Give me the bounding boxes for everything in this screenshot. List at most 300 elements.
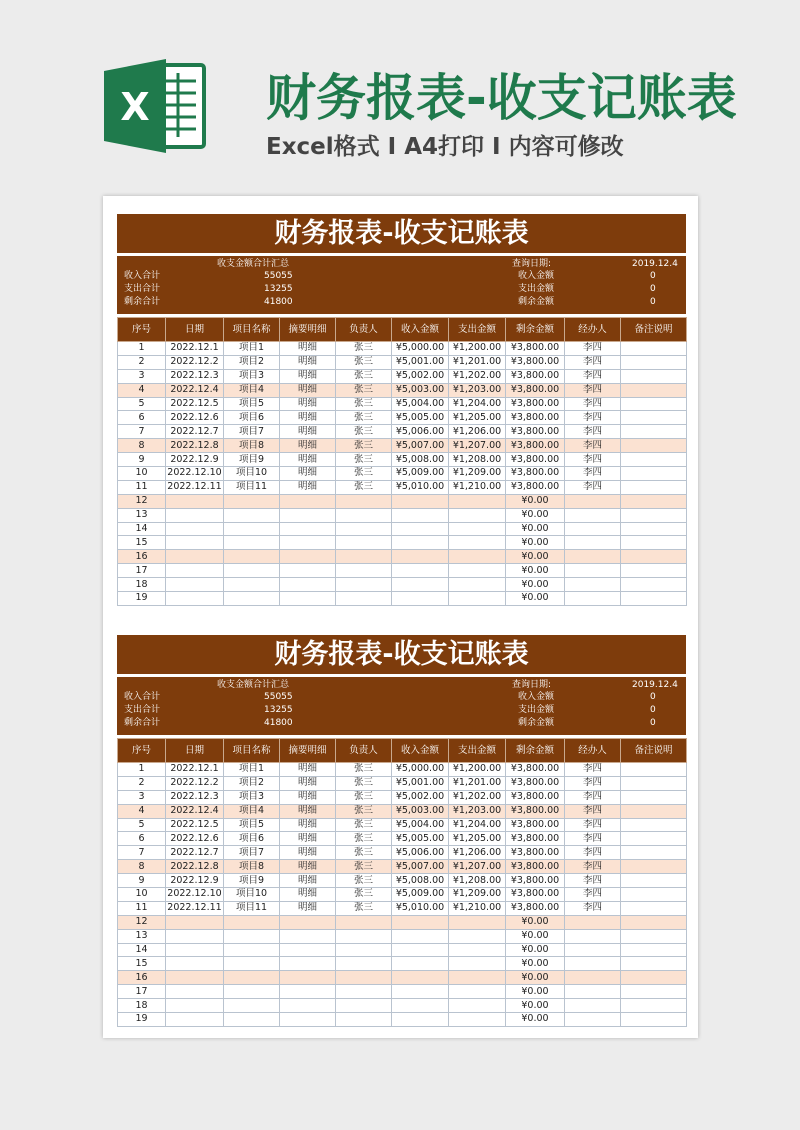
cell-summary: 明细 — [280, 439, 336, 453]
cell-seq: 16 — [118, 971, 166, 985]
cell-income: ¥5,010.00 — [392, 901, 449, 915]
cell-owner: 张三 — [336, 453, 392, 467]
table-body — [118, 342, 687, 606]
cell-summary — [280, 550, 336, 564]
cell-owner — [336, 592, 392, 606]
table-row — [118, 943, 687, 957]
table-row — [118, 999, 687, 1013]
remaining-total-value: 41800 — [264, 297, 293, 307]
cell-date — [166, 999, 224, 1013]
cell-project: 项目5 — [224, 818, 280, 832]
cell-expense — [449, 915, 506, 929]
cell-seq: 13 — [118, 508, 166, 522]
cell-expense: ¥1,209.00 — [449, 467, 506, 481]
cell-owner — [336, 999, 392, 1013]
cell-handler: 李四 — [565, 411, 621, 425]
cell-remaining: ¥3,800.00 — [506, 790, 565, 804]
cell-remaining: ¥0.00 — [506, 592, 565, 606]
table-row — [118, 467, 687, 481]
cell-income: ¥5,005.00 — [392, 411, 449, 425]
cell-remaining: ¥0.00 — [506, 564, 565, 578]
cell-handler: 李四 — [565, 342, 621, 356]
cell-remaining: ¥0.00 — [506, 508, 565, 522]
cell-project: 项目9 — [224, 874, 280, 888]
cell-income: ¥5,009.00 — [392, 888, 449, 902]
cell-seq: 17 — [118, 985, 166, 999]
cell-date: 2022.12.10 — [167, 888, 222, 900]
cell-handler — [565, 578, 621, 592]
cell-income: ¥5,001.00 — [392, 776, 449, 790]
table-row — [118, 369, 687, 383]
column-header-remark: 备注说明 — [621, 739, 687, 763]
cell-handler — [565, 508, 621, 522]
cell-remaining: ¥0.00 — [506, 915, 565, 929]
cell-remark — [621, 342, 687, 356]
cell-handler — [565, 929, 621, 943]
cell-seq: 2 — [118, 355, 166, 369]
cell-date: 2022.12.4 — [166, 383, 224, 397]
cell-remark — [621, 550, 687, 564]
column-header-seq: 序号 — [118, 318, 166, 342]
cell-income: ¥5,005.00 — [392, 832, 449, 846]
cell-seq: 6 — [118, 411, 166, 425]
cell-income: ¥5,003.00 — [392, 383, 449, 397]
cell-owner: 张三 — [336, 425, 392, 439]
cell-income: ¥5,004.00 — [392, 397, 449, 411]
cell-project — [224, 929, 280, 943]
cell-remaining: ¥3,800.00 — [506, 832, 565, 846]
cell-summary: 明细 — [280, 790, 336, 804]
cell-income — [392, 929, 449, 943]
cell-remaining: ¥0.00 — [506, 536, 565, 550]
cell-remaining: ¥0.00 — [506, 999, 565, 1013]
table-row — [118, 901, 687, 915]
cell-remark — [621, 957, 687, 971]
cell-project: 项目3 — [224, 790, 280, 804]
cell-expense — [449, 564, 506, 578]
cell-seq: 11 — [118, 480, 166, 494]
cell-owner: 张三 — [336, 790, 392, 804]
cell-summary: 明细 — [280, 369, 336, 383]
cell-date: 2022.12.3 — [166, 790, 224, 804]
cell-expense: ¥1,207.00 — [449, 439, 506, 453]
cell-handler — [565, 522, 621, 536]
cell-date: 2022.12.7 — [166, 846, 224, 860]
cell-owner — [336, 564, 392, 578]
cell-date: 2022.12.4 — [166, 804, 224, 818]
cell-handler — [565, 592, 621, 606]
cell-expense: ¥1,200.00 — [449, 342, 506, 356]
cell-handler — [565, 1013, 621, 1027]
cell-owner — [336, 971, 392, 985]
cell-owner: 张三 — [336, 480, 392, 494]
ledger-sheet — [117, 214, 686, 606]
cell-remaining: ¥3,800.00 — [506, 355, 565, 369]
cell-owner: 张三 — [336, 860, 392, 874]
table-body — [118, 763, 687, 1027]
table-row — [118, 355, 687, 369]
column-header-expense: 支出金额 — [449, 739, 506, 763]
cell-remark — [621, 804, 687, 818]
cell-remark — [621, 383, 687, 397]
cell-seq: 19 — [118, 592, 166, 606]
cell-project — [224, 592, 280, 606]
cell-owner: 张三 — [336, 342, 392, 356]
cell-owner — [336, 929, 392, 943]
cell-income: ¥5,001.00 — [392, 355, 449, 369]
cell-date: 2022.12.6 — [166, 411, 224, 425]
excel-logo-icon — [104, 57, 208, 155]
ledger-sheet-copy — [117, 635, 686, 1027]
table-row — [118, 985, 687, 999]
cell-seq: 17 — [118, 564, 166, 578]
cell-remark — [621, 860, 687, 874]
cell-remaining: ¥3,800.00 — [506, 397, 565, 411]
cell-income: ¥5,004.00 — [392, 818, 449, 832]
cell-expense — [449, 508, 506, 522]
page-title: 财务报表-收支记账表 — [266, 69, 737, 127]
cell-owner: 张三 — [336, 397, 392, 411]
cell-handler: 李四 — [565, 901, 621, 915]
cell-date — [166, 929, 224, 943]
cell-summary: 明细 — [280, 832, 336, 846]
cell-owner: 张三 — [336, 383, 392, 397]
income-amount-label: 收入金额 — [518, 271, 555, 281]
cell-summary: 明细 — [280, 804, 336, 818]
cell-expense: ¥1,210.00 — [449, 480, 506, 494]
income-total-value: 55055 — [264, 271, 293, 281]
cell-remark — [621, 763, 687, 777]
cell-remark — [621, 411, 687, 425]
table-row — [118, 508, 687, 522]
income-total-label: 收入合计 — [124, 271, 161, 281]
cell-project — [224, 1013, 280, 1027]
cell-expense — [449, 971, 506, 985]
cell-expense — [449, 957, 506, 971]
cell-summary — [280, 985, 336, 999]
cell-summary: 明细 — [280, 888, 336, 902]
cell-seq: 4 — [118, 804, 166, 818]
cell-owner: 张三 — [336, 888, 392, 902]
cell-date — [166, 564, 224, 578]
table-row — [118, 564, 687, 578]
cell-date — [166, 536, 224, 550]
cell-expense: ¥1,205.00 — [449, 411, 506, 425]
cell-expense: ¥1,201.00 — [449, 776, 506, 790]
cell-owner — [336, 915, 392, 929]
cell-handler: 李四 — [565, 874, 621, 888]
table-row — [118, 592, 687, 606]
cell-seq: 3 — [118, 790, 166, 804]
cell-owner — [336, 943, 392, 957]
cell-remark — [621, 818, 687, 832]
cell-expense — [449, 943, 506, 957]
cell-summary: 明细 — [280, 763, 336, 777]
cell-remark — [621, 494, 687, 508]
cell-expense: ¥1,203.00 — [449, 383, 506, 397]
cell-seq: 12 — [118, 494, 166, 508]
cell-date — [166, 508, 224, 522]
expense-total-value: 13255 — [264, 705, 293, 715]
sheet-title: 财务报表-收支记账表 — [117, 214, 686, 253]
cell-owner: 张三 — [336, 411, 392, 425]
expense-total-label: 支出合计 — [124, 705, 161, 715]
cell-date — [166, 1013, 224, 1027]
cell-owner: 张三 — [336, 776, 392, 790]
cell-remaining: ¥3,800.00 — [506, 846, 565, 860]
column-header-income: 收入金额 — [392, 739, 449, 763]
cell-owner: 张三 — [336, 901, 392, 915]
cell-date — [166, 522, 224, 536]
cell-project — [224, 536, 280, 550]
cell-owner: 张三 — [336, 763, 392, 777]
cell-date: 2022.12.2 — [166, 776, 224, 790]
cell-summary — [280, 522, 336, 536]
cell-project: 项目8 — [224, 439, 280, 453]
cell-expense: ¥1,204.00 — [449, 397, 506, 411]
cell-income: ¥5,008.00 — [392, 453, 449, 467]
cell-summary — [280, 929, 336, 943]
cell-remaining: ¥3,800.00 — [506, 763, 565, 777]
cell-owner — [336, 985, 392, 999]
cell-summary: 明细 — [280, 425, 336, 439]
cell-project — [224, 943, 280, 957]
remaining-amount-value: 0 — [650, 297, 656, 307]
cell-handler: 李四 — [565, 467, 621, 481]
cell-remark — [621, 467, 687, 481]
column-header-summary: 摘要明细 — [280, 739, 336, 763]
cell-project — [224, 508, 280, 522]
cell-summary: 明细 — [280, 860, 336, 874]
cell-owner — [336, 550, 392, 564]
cell-expense: ¥1,201.00 — [449, 355, 506, 369]
cell-expense: ¥1,200.00 — [449, 763, 506, 777]
table-row — [118, 915, 687, 929]
cell-date — [166, 985, 224, 999]
cell-income: ¥5,002.00 — [392, 790, 449, 804]
column-header-owner: 负责人 — [336, 739, 392, 763]
cell-seq: 5 — [118, 818, 166, 832]
cell-seq: 14 — [118, 943, 166, 957]
cell-income: ¥5,010.00 — [392, 480, 449, 494]
cell-remaining: ¥3,800.00 — [506, 776, 565, 790]
cell-project — [224, 915, 280, 929]
table-row — [118, 383, 687, 397]
cell-owner: 张三 — [336, 818, 392, 832]
cell-remark — [621, 915, 687, 929]
cell-date: 2022.12.1 — [166, 763, 224, 777]
cell-owner — [336, 957, 392, 971]
cell-summary — [280, 1013, 336, 1027]
cell-summary: 明细 — [280, 480, 336, 494]
sheet-title: 财务报表-收支记账表 — [117, 635, 686, 674]
cell-owner: 张三 — [336, 369, 392, 383]
logo-letter: X — [120, 85, 150, 129]
cell-summary: 明细 — [280, 901, 336, 915]
cell-summary: 明细 — [280, 453, 336, 467]
cell-remark — [621, 971, 687, 985]
cell-summary: 明细 — [280, 467, 336, 481]
cell-remark — [621, 888, 687, 902]
cell-summary — [280, 971, 336, 985]
table-row — [118, 536, 687, 550]
cell-expense: ¥1,208.00 — [449, 874, 506, 888]
table-row — [118, 776, 687, 790]
cell-seq: 15 — [118, 536, 166, 550]
cell-expense — [449, 522, 506, 536]
paper-sheet — [103, 196, 698, 1038]
cell-expense: ¥1,208.00 — [449, 453, 506, 467]
cell-remaining: ¥3,800.00 — [506, 467, 565, 481]
table-row — [118, 763, 687, 777]
summary-heading: 收支金额合计汇总 — [217, 680, 290, 690]
cell-remark — [621, 439, 687, 453]
income-total-label: 收入合计 — [124, 692, 161, 702]
cell-remaining: ¥3,800.00 — [506, 874, 565, 888]
cell-remaining: ¥3,800.00 — [506, 453, 565, 467]
ledger-table — [117, 738, 687, 1027]
cell-handler — [565, 999, 621, 1013]
table-row — [118, 453, 687, 467]
table-row — [118, 874, 687, 888]
cell-handler: 李四 — [565, 776, 621, 790]
cell-remaining: ¥3,800.00 — [506, 804, 565, 818]
cell-summary: 明细 — [280, 874, 336, 888]
cell-summary — [280, 957, 336, 971]
cell-summary: 明细 — [280, 397, 336, 411]
query-date-value: 2019.12.4 — [632, 259, 678, 269]
cell-income: ¥5,006.00 — [392, 846, 449, 860]
cell-summary — [280, 508, 336, 522]
cell-summary — [280, 578, 336, 592]
cell-income — [392, 508, 449, 522]
remaining-total-label: 剩余合计 — [124, 718, 161, 728]
cell-seq: 1 — [118, 763, 166, 777]
cell-expense — [449, 550, 506, 564]
cell-handler — [565, 985, 621, 999]
cell-project — [224, 985, 280, 999]
cell-owner — [336, 536, 392, 550]
cell-income — [392, 999, 449, 1013]
remaining-amount-value: 0 — [650, 718, 656, 728]
cell-remark — [621, 832, 687, 846]
cell-handler: 李四 — [565, 818, 621, 832]
cell-remaining: ¥3,800.00 — [506, 439, 565, 453]
cell-project: 项目10 — [224, 888, 280, 902]
table-row — [118, 439, 687, 453]
cell-income: ¥5,008.00 — [392, 874, 449, 888]
cell-date: 2022.12.9 — [166, 874, 224, 888]
cell-remark — [621, 425, 687, 439]
cell-project: 项目1 — [224, 342, 280, 356]
cell-seq: 12 — [118, 915, 166, 929]
cell-handler: 李四 — [565, 846, 621, 860]
cell-income — [392, 522, 449, 536]
cell-seq: 14 — [118, 522, 166, 536]
cell-handler — [565, 943, 621, 957]
cell-project: 项目3 — [224, 369, 280, 383]
cell-remark — [621, 846, 687, 860]
cell-date: 2022.12.11 — [167, 481, 222, 493]
summary-heading: 收支金额合计汇总 — [217, 259, 290, 269]
cell-date: 2022.12.9 — [166, 453, 224, 467]
cell-remark — [621, 480, 687, 494]
cell-owner: 张三 — [336, 832, 392, 846]
cell-seq: 19 — [118, 1013, 166, 1027]
cell-expense: ¥1,202.00 — [449, 369, 506, 383]
cell-income — [392, 985, 449, 999]
cell-seq: 10 — [118, 888, 166, 902]
cell-income: ¥5,000.00 — [392, 342, 449, 356]
cell-handler: 李四 — [565, 804, 621, 818]
cell-handler — [565, 957, 621, 971]
table-row — [118, 957, 687, 971]
cell-project — [224, 550, 280, 564]
expense-total-value: 13255 — [264, 284, 293, 294]
cell-remaining: ¥0.00 — [506, 522, 565, 536]
cell-seq: 4 — [118, 383, 166, 397]
table-header-row — [118, 739, 687, 763]
cell-expense: ¥1,209.00 — [449, 888, 506, 902]
table-row — [118, 480, 687, 494]
table-row — [118, 397, 687, 411]
table-row — [118, 818, 687, 832]
cell-remaining: ¥3,800.00 — [506, 480, 565, 494]
cell-remark — [621, 592, 687, 606]
cell-date — [166, 494, 224, 508]
cell-remaining: ¥3,800.00 — [506, 383, 565, 397]
cell-owner — [336, 522, 392, 536]
cell-summary: 明细 — [280, 818, 336, 832]
cell-seq: 11 — [118, 901, 166, 915]
cell-remark — [621, 397, 687, 411]
cell-remaining: ¥0.00 — [506, 578, 565, 592]
cell-date: 2022.12.8 — [166, 860, 224, 874]
query-date-value: 2019.12.4 — [632, 680, 678, 690]
cell-remaining: ¥3,800.00 — [506, 411, 565, 425]
remaining-total-label: 剩余合计 — [124, 297, 161, 307]
cell-seq: 15 — [118, 957, 166, 971]
cell-expense: ¥1,210.00 — [449, 901, 506, 915]
cell-summary: 明细 — [280, 342, 336, 356]
cell-date: 2022.12.1 — [166, 342, 224, 356]
cell-date: 2022.12.6 — [166, 832, 224, 846]
column-header-handler: 经办人 — [565, 318, 621, 342]
cell-expense — [449, 592, 506, 606]
cell-income — [392, 536, 449, 550]
table-row — [118, 578, 687, 592]
cell-remark — [621, 985, 687, 999]
cell-handler: 李四 — [565, 355, 621, 369]
cell-seq: 1 — [118, 342, 166, 356]
cell-handler: 李四 — [565, 480, 621, 494]
table-row — [118, 342, 687, 356]
cell-handler — [565, 536, 621, 550]
cell-project: 项目9 — [224, 453, 280, 467]
table-row — [118, 888, 687, 902]
cell-handler: 李四 — [565, 369, 621, 383]
column-header-project: 项目名称 — [224, 739, 280, 763]
cell-owner: 张三 — [336, 467, 392, 481]
cell-remark — [621, 578, 687, 592]
cell-handler — [565, 971, 621, 985]
cell-project: 项目4 — [224, 804, 280, 818]
table-row — [118, 1013, 687, 1027]
cell-handler: 李四 — [565, 763, 621, 777]
cell-seq: 8 — [118, 860, 166, 874]
expense-total-label: 支出合计 — [124, 284, 161, 294]
cell-remaining: ¥3,800.00 — [506, 342, 565, 356]
